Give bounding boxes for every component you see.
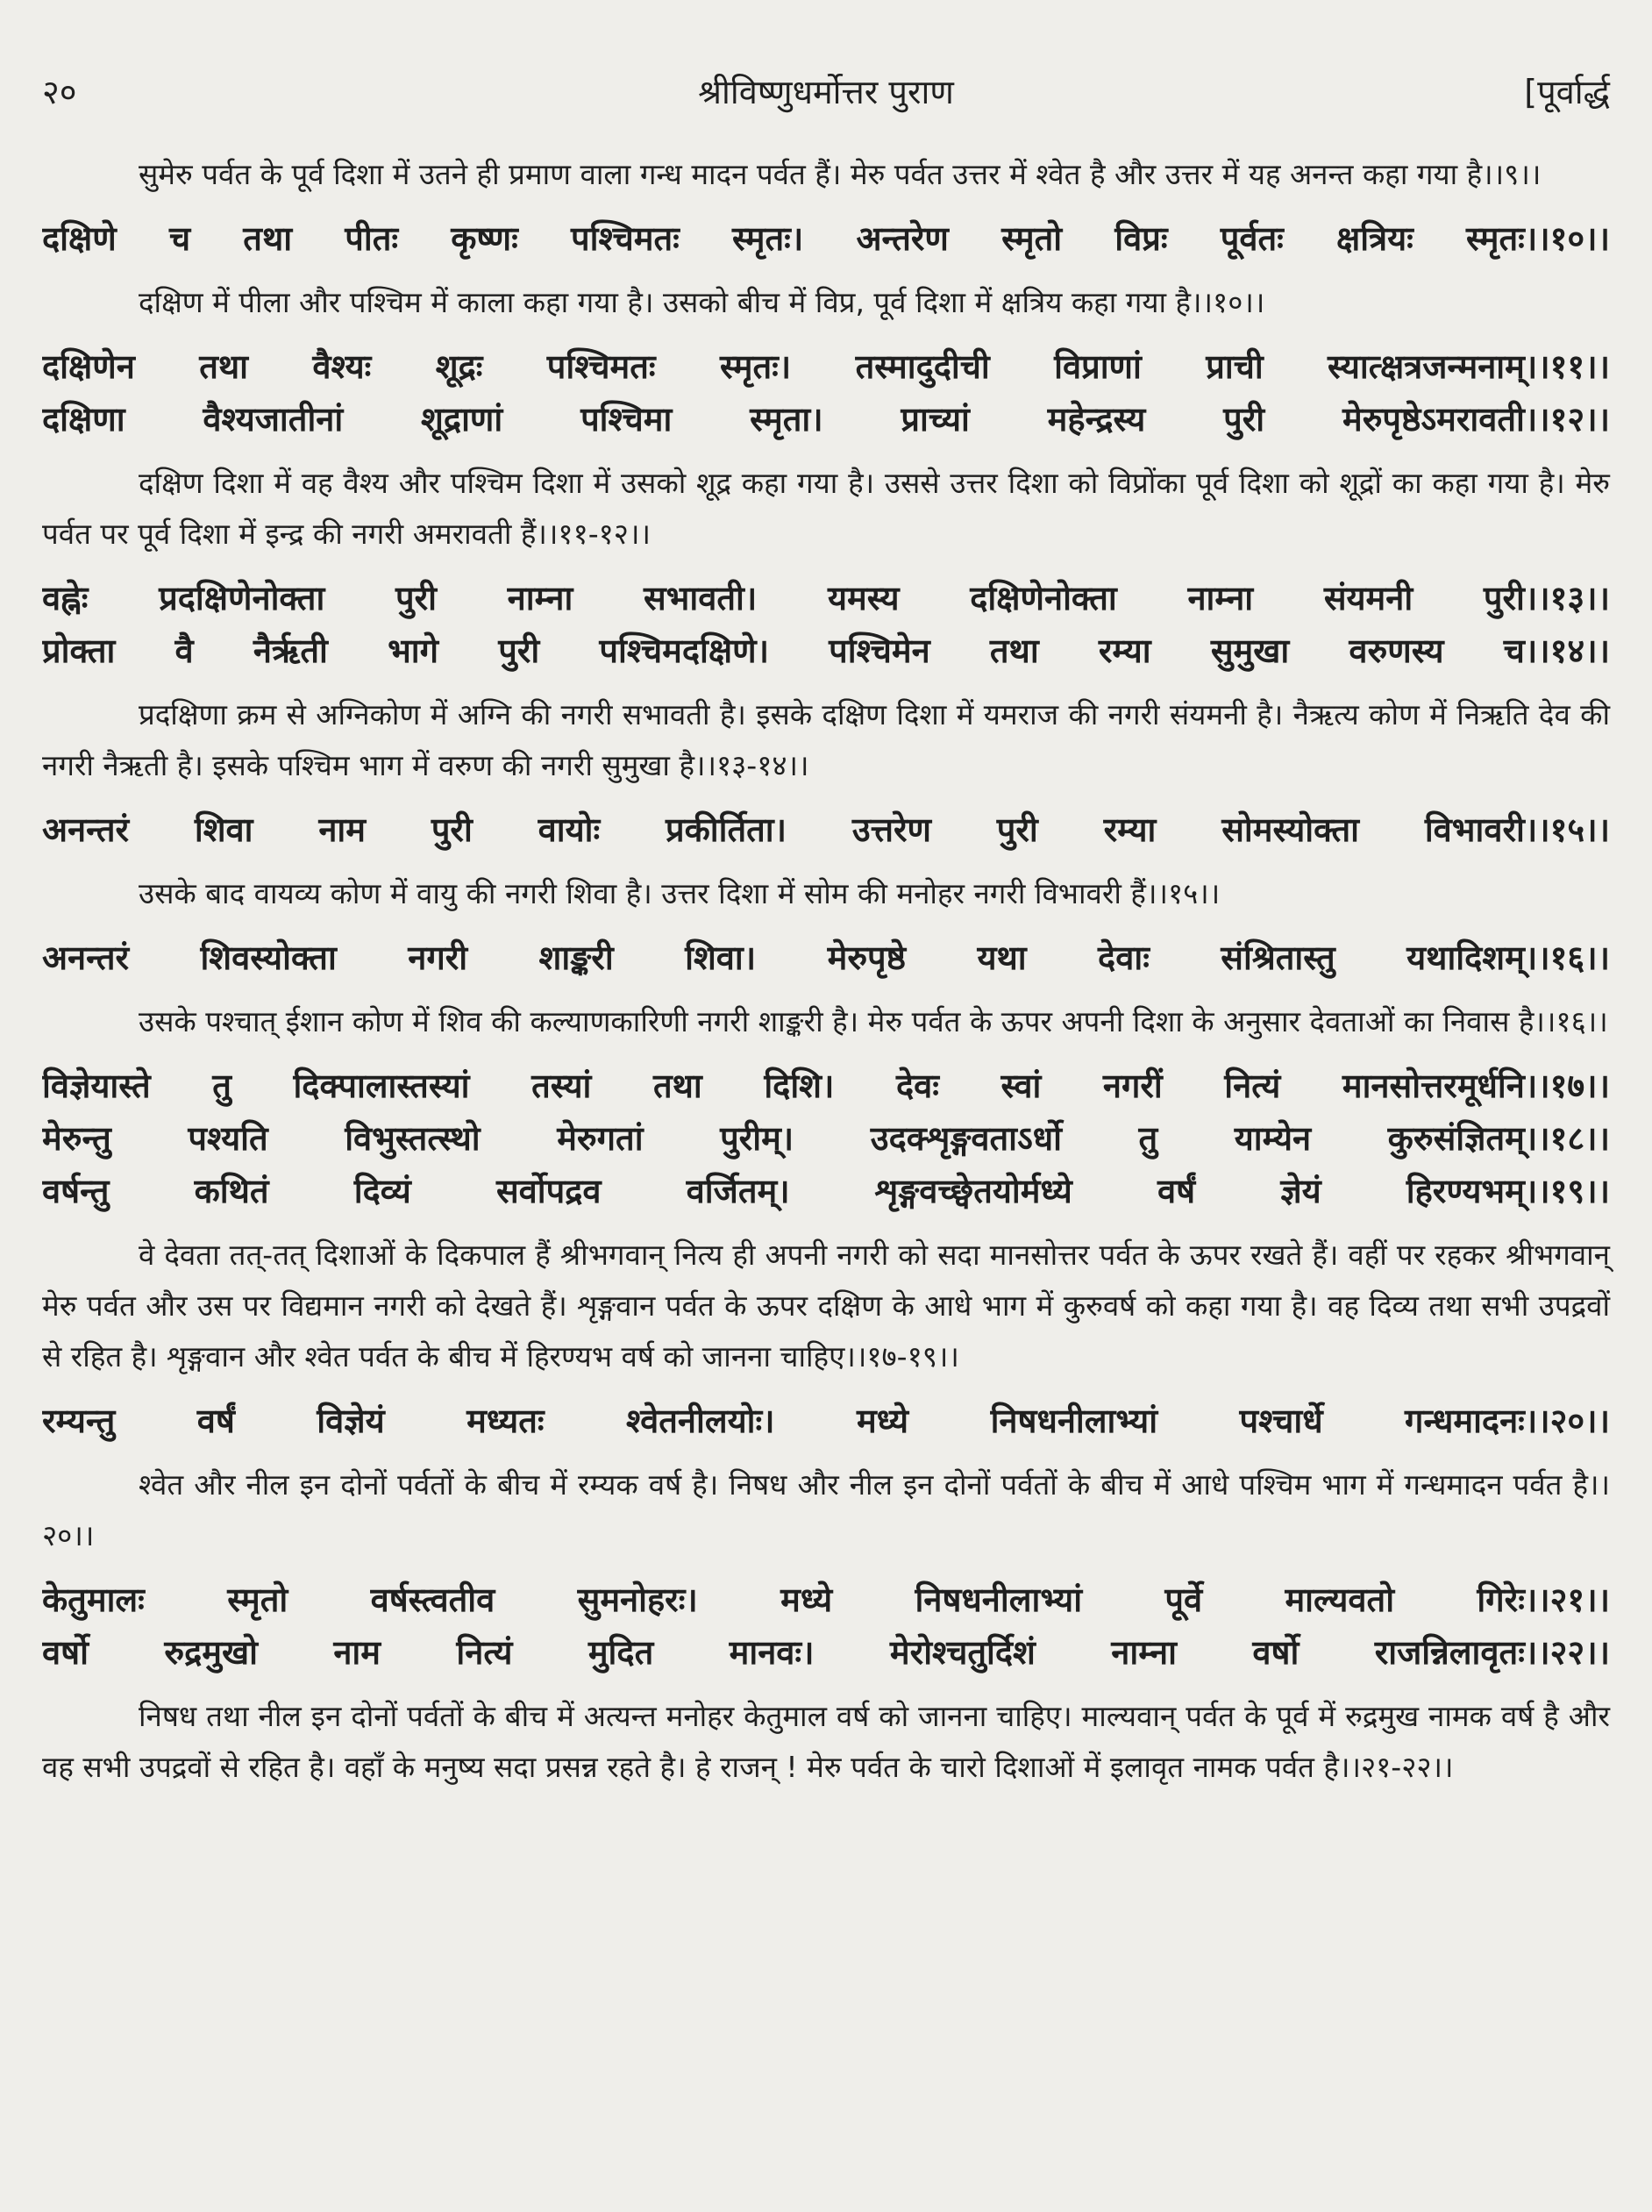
page-header xyxy=(42,61,1610,123)
sloka-line: अनन्तरं शिवा नाम पुरी वायोः प्रकीर्तिता। उत्तरेण पुरी रम्या सोमस्योक्ता विभावरी।।१५।। xyxy=(42,810,1610,849)
sloka-line: वर्षो रुद्रमुखो नाम नित्यं मुदित मानवः। मेरोश्चतुर्दिशं नाम्ना वर्षो राजन्निलावृतः।।२२।। xyxy=(42,1633,1610,1672)
translation-paragraph xyxy=(42,277,1610,328)
translation-text: प्रदक्षिणा क्रम से अग्निकोण में अग्नि की नगरी सभावती है। इसके दक्षिण दिशा में यमराज की नगरी संयमनी है। नैऋत्य कोण में निऋति देव की नगरी नैऋती है। इसके पश्चिम भाग में वरुण की नगरी सुमुखा है।।१३-१४।। xyxy=(42,697,1610,782)
translation-paragraph xyxy=(42,149,1610,200)
sloka-line: प्रोक्ता वै नैर्ऋती भागे पुरी पश्चिमदक्षिणे। पश्चिमेन तथा रम्या सुमुखा वरुणस्य च।।१४।। xyxy=(42,631,1610,670)
translation-text: सुमेरु पर्वत के पूर्व दिशा में उतने ही प्रमाण वाला गन्ध मादन पर्वत हैं। मेरु पर्वत उत्तर में श्वेत है और उत्तर में यह अनन्त कहा गया है।।९।। xyxy=(139,157,1542,191)
translation-paragraph xyxy=(42,1691,1610,1793)
sloka-verse xyxy=(42,931,1610,984)
book-title: श्रीविष्णुधर्मोत्तर पुराण xyxy=(698,73,954,111)
translation-paragraph xyxy=(42,996,1610,1047)
sloka-line: रम्यन्तु वर्षं विज्ञेयं मध्यतः श्वेतनीलयोः। मध्ये निषधनीलाभ्यां पश्चार्धे गन्धमादनः।।२०।। xyxy=(42,1402,1610,1440)
translation-text-wrap xyxy=(42,1459,1610,1561)
sloka-verse xyxy=(42,1573,1610,1679)
sloka-verse xyxy=(42,340,1610,446)
translation-text: दक्षिण में पीला और पश्चिम में काला कहा गया है। उसको बीच में विप्र, पूर्व दिशा में क्षत्रिय कहा गया है।।१०।। xyxy=(139,285,1265,319)
translation-text-wrap xyxy=(42,277,1610,328)
translation-text: उसके बाद वायव्य कोण में वायु की नगरी शिवा है। उत्तर दिशा में सोम की मनोहर नगरी विभावरी हैं।।१५।। xyxy=(139,876,1221,910)
translation-paragraph xyxy=(42,1459,1610,1561)
translation-text-wrap xyxy=(42,1691,1610,1793)
sloka-line: अनन्तरं शिवस्योक्ता नगरी शाङ्करी शिवा। मेरुपृष्ठे यथा देवाः संश्रितास्तु यथादिशम्।।१६।। xyxy=(42,938,1610,977)
translation-text: वे देवता तत्-तत् दिशाओं के दिकपाल हैं श्रीभगवान् नित्य ही अपनी नगरी को सदा मानसोत्तर पर्वत के ऊपर रखते हैं। वहीं पर रहकर श्रीभगवान् मेरु पर्वत और उस पर विद्यमान नगरी को देखते हैं। शृङ्गवान पर्वत के ऊपर दक्षिण के आधे भाग में कुरुवर्ष को कहा गया है। वह दिव्य तथा सभी उपद्रवों से रहित है। शृङ्गवान और श्वेत पर्वत के बीच में हिरण्यभ वर्ष को जानना चाहिए।।१७-१९।। xyxy=(42,1238,1610,1374)
sloka-verse xyxy=(42,572,1610,677)
section-label: [पूर्वार्द्ध xyxy=(1524,73,1610,111)
translation-text: निषध तथा नील इन दोनों पर्वतों के बीच में अत्यन्त मनोहर केतुमाल वर्ष को जानना चाहिए। माल्यवान् पर्वत के पूर्व में रुद्रमुख नामक वर्ष है और वह सभी उपद्रवों से रहित है। वहाँ के मनुष्य सदा प्रसन्न रहते है। हे राजन् ! मेरु पर्वत के चारो दिशाओं में इलावृत नामक पर्वत है।।२१-२२।। xyxy=(42,1699,1610,1784)
translation-paragraph xyxy=(42,1230,1610,1382)
sloka-line: दक्षिणा वैश्यजातीनां शूद्राणां पश्चिमा स्मृता। प्राच्यां महेन्द्रस्य पुरी मेरुपृष्ठेऽमरावती।।१२।। xyxy=(42,400,1610,439)
sloka-line: मेरुन्तु पश्यति विभुस्तत्स्थो मेरुगतां पुरीम्। उदक्शृङ्गवताऽर्धो तु याम्येन कुरुसंज्ञितम्।।१८।। xyxy=(42,1119,1610,1158)
translation-text-wrap xyxy=(42,149,1610,200)
page-number: २० xyxy=(42,73,77,111)
sloka-verse xyxy=(42,212,1610,265)
sloka-verse xyxy=(42,1060,1610,1217)
translation-paragraph xyxy=(42,689,1610,791)
sloka-verse xyxy=(42,803,1610,856)
translation-text: श्वेत और नील इन दोनों पर्वतों के बीच में रम्यक वर्ष है। निषध और नील इन दोनों पर्वतों के बीच में आधे पश्चिम भाग में गन्धमादन पर्वत है।।२०।। xyxy=(42,1467,1610,1552)
translation-text: दक्षिण दिशा में वह वैश्य और पश्चिम दिशा में उसको शूद्र कहा गया है। उससे उत्तर दिशा को विप्रोंका पूर्व दिशा को शूद्रों का कहा गया है। मेरु पर्वत पर पूर्व दिशा में इन्द्र की नगरी अमरावती हैं।।११-१२।। xyxy=(42,466,1610,551)
sloka-line: विज्ञेयास्ते तु दिक्पालास्तस्यां तस्यां तथा दिशि। देवः स्वां नगरीं नित्यं मानसोत्तरमूर्धनि।।१७।। xyxy=(42,1067,1610,1105)
translation-text-wrap xyxy=(42,689,1610,791)
translation-text-wrap xyxy=(42,996,1610,1047)
sloka-line: केतुमालः स्मृतो वर्षस्त्वतीव सुमनोहरः। मध्ये निषधनीलाभ्यां पूर्वे माल्यवतो गिरेः।।२१।। xyxy=(42,1581,1610,1619)
sloka-verse xyxy=(42,1395,1610,1447)
sloka-line: वह्नेः प्रदक्षिणेनोक्ता पुरी नाम्ना सभावती। यमस्य दक्षिणेनोक्ता नाम्ना संयमनी पुरी।।१३।। xyxy=(42,579,1610,617)
translation-text-wrap xyxy=(42,868,1610,919)
sloka-line: दक्षिणे च तथा पीतः कृष्णः पश्चिमतः स्मृतः। अन्तरेण स्मृतो विप्रः पूर्वतः क्षत्रियः स्मृतः।।१०।। xyxy=(42,219,1610,258)
page-content xyxy=(42,149,1610,1793)
translation-text-wrap xyxy=(42,458,1610,560)
sloka-line: वर्षन्तु कथितं दिव्यं सर्वोपद्रव वर्जितम्। शृङ्गवच्छ्वेतयोर्मध्ये वर्षं ज्ञेयं हिरण्यभम्।।१९।। xyxy=(42,1172,1610,1210)
translation-paragraph xyxy=(42,868,1610,919)
translation-text-wrap xyxy=(42,1230,1610,1382)
translation-paragraph xyxy=(42,458,1610,560)
sloka-line: दक्षिणेन तथा वैश्यः शूद्रः पश्चिमतः स्मृतः। तस्मादुदीची विप्राणां प्राची स्यात्क्षत्रजन्मनाम्।।११।। xyxy=(42,347,1610,386)
translation-text: उसके पश्चात् ईशान कोण में शिव की कल्याणकारिणी नगरी शाङ्करी है। मेरु पर्वत के ऊपर अपनी दिशा के अनुसार देवताओं का निवास है।।१६।। xyxy=(139,1004,1608,1038)
